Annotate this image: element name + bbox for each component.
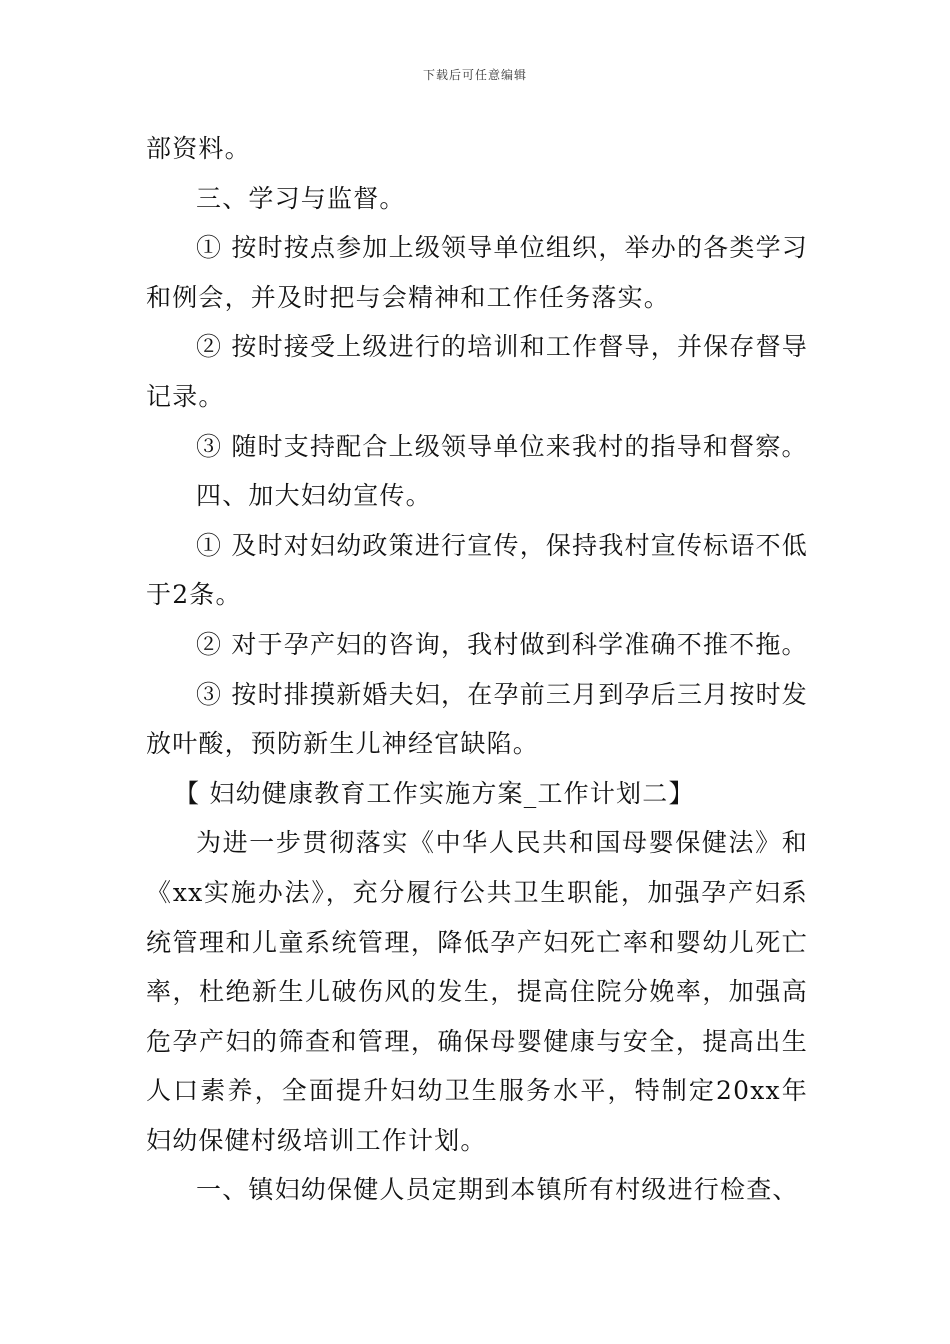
section-heading-4: 四、加大妇幼宣传。 xyxy=(196,481,432,511)
paragraph-item: ② 对于孕产妇的咨询，我村做到科学准确不推不拖。 xyxy=(196,629,808,659)
paragraph-continuation: 部资料。 xyxy=(146,134,251,163)
paragraph-item: ① 按时按点参加上级领导单位组织，举办的各类学习和例会，并及时把与会精神和工作任务落实。 xyxy=(146,233,808,312)
document-body xyxy=(146,124,808,1215)
section-heading-1: 一、镇妇幼保健人员定期到本镇所有村级进行检查、 xyxy=(196,1175,799,1205)
paragraph-item: ③ 随时支持配合上级领导单位来我村的指导和督察。 xyxy=(196,431,808,461)
paragraph-item: ③ 按时排摸新婚夫妇，在孕前三月到孕后三月按时发放叶酸，预防新生儿神经官缺陷。 xyxy=(146,679,808,759)
paragraph-item: ② 按时接受上级进行的培训和工作督导，并保存督导记录。 xyxy=(146,332,808,411)
paragraph-intro: 为进一步贯彻落实《中华人民共和国母婴保健法》和《xx实施办法》，充分履行公共卫生职能，加强孕产妇系统管理和儿童系统管理，降低孕产妇死亡率和婴幼儿死亡率，杜绝新生儿破伤风的发生，提高住院分娩率，加强高危孕产妇的筛查和管理，确保母婴健康与安全，提高出生人口素养，全面提升妇幼卫生服务水平，特制定20xx年妇幼保健村级培训工作计划。 xyxy=(146,828,808,1155)
page-header-note: 下载后可任意编辑 xyxy=(422,68,527,82)
plan-title: 【 妇幼健康教育工作实施方案_工作计划二】 xyxy=(174,778,695,808)
section-heading-3: 三、学习与监督。 xyxy=(196,183,406,213)
paragraph-item: ① 及时对妇幼政策进行宣传，保持我村宣传标语不低于2条。 xyxy=(146,530,808,610)
